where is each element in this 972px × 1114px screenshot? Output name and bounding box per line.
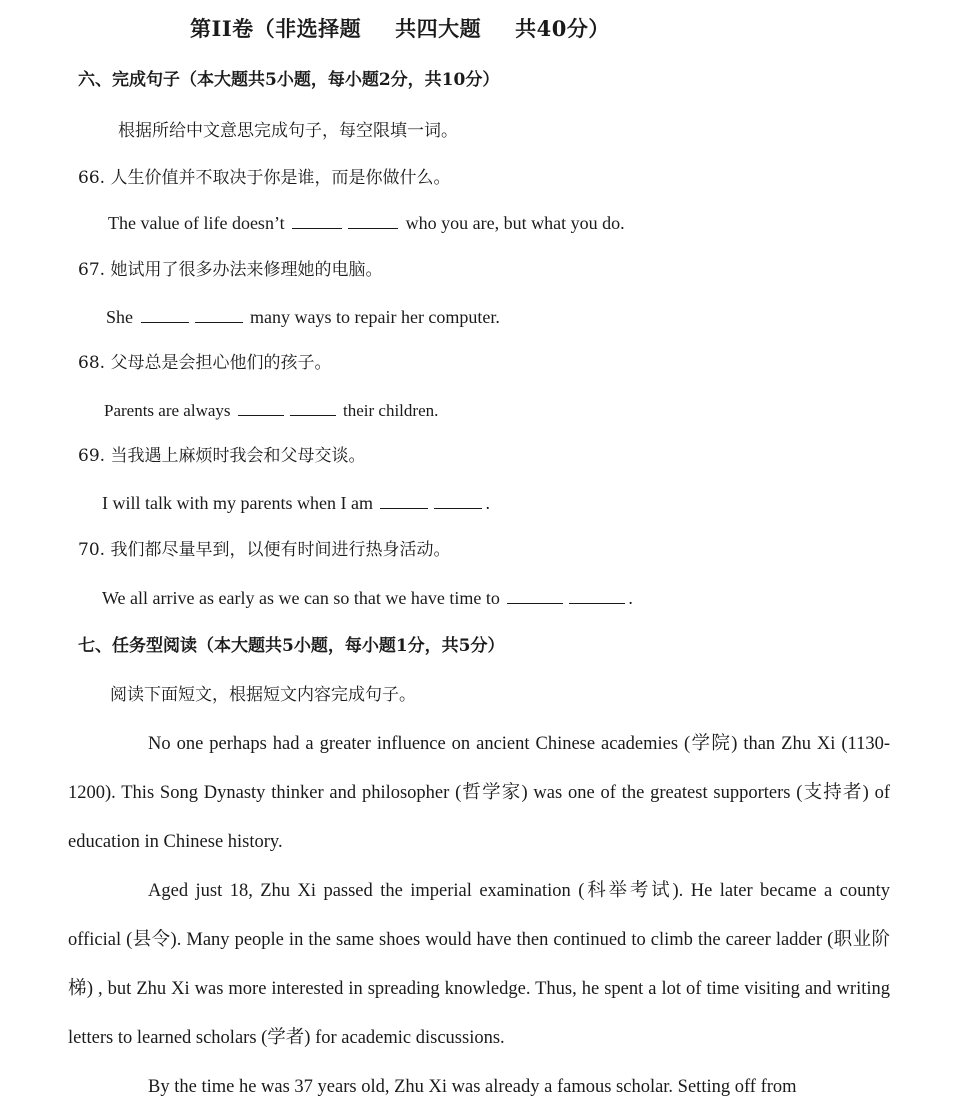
question-68-cn: 68. 父母总是会担心他们的孩子。: [78, 353, 332, 373]
passage-paragraph-2: Aged just 18, Zhu Xi passed the imperial examination (科举考试). He later became a county official (县令). Many people in the same shoes would have then continued to climb the career ladder (职业阶梯) , but Zhu Xi was more interested in spreading knowledge. Thus, he spent a lot of time visiting and writing letters to learned scholars (学者) for academic discussions.: [68, 881, 890, 1048]
question-68-en-before: Parents are always: [104, 401, 231, 420]
question-66-en: [108, 214, 625, 232]
passage-paragraph-3: By the time he was 37 years old, Zhu Xi was already a famous scholar. Setting off from: [148, 1077, 797, 1097]
passage-paragraph-1: No one perhaps had a greater influence on ancient Chinese academies (学院) than Zhu Xi (1130-1200). This Song Dynasty thinker and philosopher (哲学家) was one of the greatest supporters (支持者) of education in Chinese history.: [68, 734, 890, 852]
question-66-en-after: who you are, but what you do.: [405, 213, 625, 233]
question-69-en: [102, 494, 490, 512]
section-7-instruction: 阅读下面短文，根据短文内容完成句子。: [110, 685, 416, 705]
question-66-en-before: The value of life doesn’t: [108, 213, 285, 233]
answer-blank[interactable]: [507, 589, 563, 604]
question-67-en: [106, 308, 500, 326]
title-part-2: 共四大题: [395, 16, 482, 41]
answer-blank[interactable]: [290, 401, 336, 416]
section-6-heading: 六、完成句子（本大题共5小题，每小题2分，共10分）: [78, 70, 500, 90]
question-69-cn: 69. 当我遇上麻烦时我会和父母交谈。: [78, 446, 366, 466]
answer-blank[interactable]: [434, 494, 482, 509]
paper-title: [190, 18, 610, 39]
answer-blank[interactable]: [569, 589, 625, 604]
answer-blank[interactable]: [238, 401, 284, 416]
question-70-en-after: .: [628, 588, 633, 608]
section-7-heading: 七、任务型阅读（本大题共5小题，每小题1分，共5分）: [78, 636, 505, 656]
answer-blank[interactable]: [292, 214, 342, 229]
question-66-cn: 66. 人生价值并不取决于你是谁，而是你做什么。: [78, 168, 451, 188]
question-67-en-before: She: [106, 307, 133, 327]
question-69-en-after: .: [485, 493, 490, 513]
question-67-en-after: many ways to repair her computer.: [250, 307, 500, 327]
question-69-en-before: I will talk with my parents when I am: [102, 493, 373, 513]
question-68-en: [104, 401, 438, 419]
title-part-3: 共40分）: [515, 16, 610, 41]
answer-blank[interactable]: [195, 308, 243, 323]
question-68-en-after: their children.: [343, 401, 439, 420]
answer-blank[interactable]: [348, 214, 398, 229]
question-70-en-before: We all arrive as early as we can so that we have time to: [102, 588, 500, 608]
question-67-cn: 67. 她试用了很多办法来修理她的电脑。: [78, 260, 383, 280]
answer-blank[interactable]: [141, 308, 189, 323]
question-70-en: [102, 589, 633, 607]
section-6-instruction: 根据所给中文意思完成句子，每空限填一词。: [118, 121, 458, 141]
title-part-1: 第II卷（非选择题: [190, 16, 362, 41]
answer-blank[interactable]: [380, 494, 428, 509]
question-70-cn: 70. 我们都尽量早到，以便有时间进行热身活动。: [78, 540, 451, 560]
